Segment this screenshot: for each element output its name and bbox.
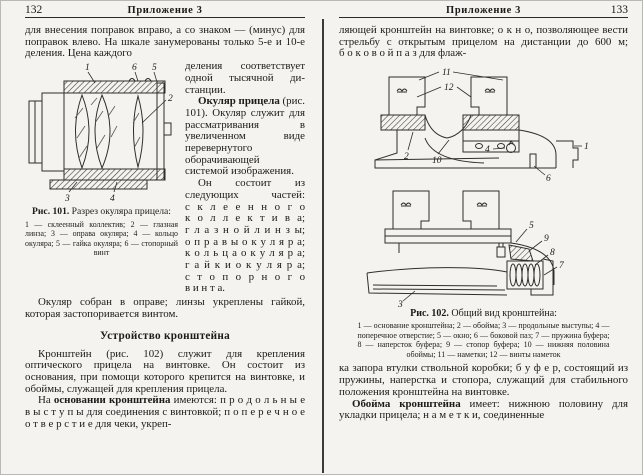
paragraph-buffer: ка запора втулки ствольной коробки; б у ф е р, состоящий из пружины, наперстка и стопора, служащий для стабильного положения кронштейна на винтовке. [339, 362, 628, 398]
two-column-block [25, 61, 305, 295]
bracket-side-views-drawing [359, 65, 609, 307]
page-number: 132 [25, 4, 43, 16]
figure-label: 5 [152, 63, 157, 74]
figure-label: 10 [431, 156, 441, 167]
figure-label: 4 [110, 194, 115, 204]
figure-label: 11 [441, 68, 451, 79]
page-133 [321, 1, 642, 474]
figure-label: 9 [543, 234, 549, 245]
paragraph-eyepiece-parts: Он состоит из следующих частей: с к л е е н н о г о к о л л е к т и в а; г л а з н о й л и н з ы; о п р а в ы о к у л я р а; к о л ь ц а о к у л я р а; г а й к и о к у л я р а; с т о п о р н о г о в и н т а. [185, 177, 306, 295]
figure-label: 1 [583, 142, 589, 153]
figure-101 [25, 61, 185, 295]
figure-label: 5 [528, 221, 534, 232]
figure-101-parts-list: 1 — склеенный коллектив; 2 — глазная линза; 3 — оправа окуляра; 4 — кольцо окуляра; 5 — гайка окуляра; 6 — стопорный винт [25, 220, 178, 257]
figure-102 [339, 65, 628, 359]
figure-102-parts-list: 1 — основание кронштейна; 2 — обойма; 3 — продольные выступы; 4 — поперечное отверстие; 5 — окно; 6 — боковой паз; 7 — пружина буфера; 8 — наперсток буфера; 9 — стопор буфера; 10 — нижняя половина обоймы; 11 — наметки; 12 — винты наметок [357, 321, 610, 359]
figure-label: 3 [65, 194, 70, 204]
section-heading: Устройство кронштейна [99, 329, 231, 342]
header-rule [25, 17, 305, 18]
paragraph-flag-slot: ляющей кронштейн на винтовке; о к н о, позволяющее вести стрельбу с открытым прицелом на дистанции до 600 м; б о к о в о й п а з для флаж- [339, 24, 628, 60]
figure-label: 4 [484, 145, 490, 156]
paragraph-eyepiece: Окуляр прицела (рис. 101). Окуляр служит для рассматривания в увеличенном виде перевернутого оборачивающей системой изображения. [185, 95, 306, 178]
paragraph-assembled: Окуляр собран в оправе; линзы укреплены гайкой, которая застопоривается винтом. [25, 296, 306, 320]
page-header-left [25, 4, 305, 16]
page-header-right [339, 4, 628, 16]
figure-101-caption: Рис. 101. Разрез окуляра прицела: [32, 206, 171, 218]
right-column-text [185, 61, 305, 295]
paragraph-clamp: Обойма кронштейна имеет: нижнюю половину для укладки прицела; н а м е т к и, соединенные [339, 397, 628, 422]
header-rule [339, 17, 628, 18]
paragraph-bracket: Кронштейн (рис. 102) служит для крепления оптического прицела на винтовке. Он состоит из основания, при помощи которого крепится на винтовке, и обоймы, служащей для крепления прицела. [25, 347, 306, 395]
figure-label: 6 [132, 63, 137, 74]
page-132 [1, 1, 321, 474]
figure-label: 2 [168, 94, 173, 105]
paragraph-bracket-base: На основании кронштейна имеются: п р о д о л ь н ы е в ы с т у п ы для соединения с винтовкой; п о п е р е ч н о е о т в е р с т и е для чеки, укреп- [25, 394, 306, 430]
paragraph-corrections: для внесения поправок вправо, а со знаком — (минус) для поправок влево. На шкале занумерованы только 5-е и 10-е деления. Цена каждого [25, 24, 306, 60]
figure-label: 12 [443, 83, 453, 94]
running-title: Приложение 3 [127, 5, 203, 16]
page-gutter-line [322, 19, 324, 473]
figure-102-caption: Рис. 102. Общий вид кронштейна: [410, 308, 557, 320]
running-title: Приложение 3 [446, 5, 521, 16]
figure-label: 2 [403, 152, 409, 163]
figure-label: 3 [397, 300, 403, 308]
page-number: 133 [610, 4, 628, 16]
figure-label: 1 [85, 63, 90, 74]
paragraph-division-value: деления соответствует одной тысячной дистанции. [185, 60, 306, 96]
eyepiece-cross-section-drawing [25, 61, 178, 203]
figure-label: 6 [545, 174, 551, 185]
figure-label: 7 [558, 261, 564, 272]
figure-label: 8 [549, 248, 555, 259]
